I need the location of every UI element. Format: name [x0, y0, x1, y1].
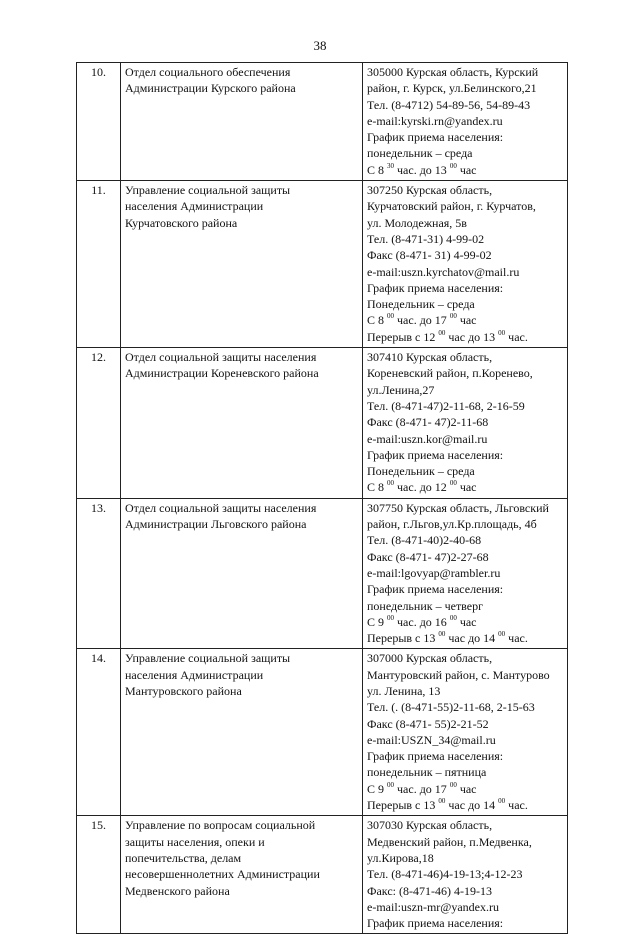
- minutes-superscript: 00: [498, 797, 506, 806]
- table-row: [77, 649, 568, 816]
- minutes-superscript: 00: [438, 630, 446, 639]
- reception-hours-line: [367, 797, 563, 813]
- contact-line: ул. Ленина, 13: [367, 683, 441, 698]
- contact-line: Тел. (8-4712) 54-89-56, 54-89-43: [367, 97, 531, 112]
- organization-name: [121, 348, 363, 499]
- minutes-superscript: 00: [498, 328, 506, 337]
- minutes-superscript: 00: [438, 797, 446, 806]
- contact-line: Понедельник – среда: [367, 297, 475, 312]
- contact-line: понедельник – четверг: [367, 598, 484, 613]
- contact-line: Мантуровский район, с. Мантурово: [367, 667, 550, 682]
- contact-line: 307750 Курская область, Льговский: [367, 500, 549, 515]
- contact-line: e-mail:kyrski.rn@yandex.ru: [367, 113, 503, 128]
- contact-line: Медвенский район, п.Медвенка,: [367, 834, 532, 849]
- organization-name: [121, 498, 363, 649]
- contact-line: Понедельник – среда: [367, 464, 475, 479]
- contact-line: Тел. (. (8-471-55)2-11-68, 2-15-63: [367, 700, 535, 715]
- contact-line: Тел. (8-471-40)2-40-68: [367, 533, 482, 548]
- organization-name-line: Управление по вопросам социальной: [125, 818, 316, 833]
- contact-line: 307000 Курская область,: [367, 651, 493, 666]
- minutes-superscript: 00: [449, 479, 457, 488]
- minutes-superscript: 00: [498, 630, 506, 639]
- contact-line: e-mail:USZN_34@mail.ru: [367, 732, 496, 747]
- row-number: 12.: [77, 348, 121, 499]
- reception-hours-line: [367, 312, 563, 328]
- row-number: 13.: [77, 498, 121, 649]
- organization-name-line: несовершеннолетних Администрации: [125, 867, 320, 882]
- reception-hours-line: [367, 781, 563, 797]
- hours-text: час: [456, 480, 477, 495]
- contact-line: ул.Кирова,18: [367, 850, 434, 865]
- hours-text: час: [456, 162, 477, 177]
- contact-line: График приема населения:: [367, 916, 504, 931]
- minutes-superscript: 00: [387, 312, 395, 321]
- hours-text: С 8: [367, 480, 388, 495]
- hours-text: час: [456, 781, 477, 796]
- organization-name-line: попечительства, делам: [125, 850, 242, 865]
- contact-details: [363, 816, 568, 934]
- contact-details: [363, 498, 568, 649]
- organization-name-line: Администрации Льговского района: [125, 517, 307, 532]
- contact-line: График приема населения:: [367, 447, 504, 462]
- table-row: [77, 498, 568, 649]
- contact-line: График приема населения:: [367, 582, 504, 597]
- contact-details: [363, 181, 568, 348]
- contact-line: Тел. (8-471-47)2-11-68, 2-16-59: [367, 398, 525, 413]
- organization-name-line: Отдел социальной защиты населения: [125, 350, 317, 365]
- minutes-superscript: 00: [438, 328, 446, 337]
- hours-text: час.: [505, 329, 528, 344]
- contact-line: e-mail:uszn.kyrchatov@mail.ru: [367, 264, 520, 279]
- organization-name-line: Отдел социальной защиты населения: [125, 500, 317, 515]
- row-number: 11.: [77, 181, 121, 348]
- contact-line: Факс (8-471- 31) 4-99-02: [367, 248, 492, 263]
- hours-text: час. до 13: [394, 162, 450, 177]
- contact-details: [363, 63, 568, 181]
- reception-hours-line: [367, 329, 563, 345]
- minutes-superscript: 00: [387, 613, 395, 622]
- hours-text: С 9: [367, 614, 388, 629]
- contact-line: Факс (8-471- 47)2-11-68: [367, 415, 489, 430]
- contact-details: [363, 348, 568, 499]
- organization-name-line: Курчатовского района: [125, 215, 238, 230]
- hours-text: час. до 12: [394, 480, 450, 495]
- contact-line: Тел. (8-471-46)4-19-13;4-12-23: [367, 867, 523, 882]
- organization-name-line: Управление социальной защиты: [125, 183, 291, 198]
- minutes-superscript: 00: [449, 780, 457, 789]
- minutes-superscript: 00: [387, 479, 395, 488]
- row-number: 15.: [77, 816, 121, 934]
- hours-text: час. до 17: [394, 781, 450, 796]
- minutes-superscript: 00: [449, 613, 457, 622]
- hours-text: час до 14: [445, 798, 499, 813]
- table-row: [77, 348, 568, 499]
- row-number: 10.: [77, 63, 121, 181]
- contact-line: График приема населения:: [367, 130, 504, 145]
- table-row: [77, 63, 568, 181]
- organization-name-line: Медвенского района: [125, 883, 230, 898]
- hours-text: Перерыв с 12: [367, 329, 439, 344]
- contact-details: [363, 649, 568, 816]
- reception-hours-line: [367, 162, 563, 178]
- organization-name-line: населения Администрации: [125, 199, 264, 214]
- contact-line: Факс: (8-471-46) 4-19-13: [367, 883, 492, 898]
- hours-text: час до 14: [445, 631, 499, 646]
- contact-line: ул. Молодежная, 5в: [367, 215, 467, 230]
- row-number: 14.: [77, 649, 121, 816]
- table-row: [77, 816, 568, 934]
- hours-text: С 9: [367, 781, 388, 796]
- contact-line: район, г. Курск, ул.Белинского,21: [367, 81, 537, 96]
- hours-text: С 8: [367, 313, 388, 328]
- hours-text: час: [456, 313, 477, 328]
- hours-text: час: [456, 614, 477, 629]
- organization-name-line: Управление социальной защиты: [125, 651, 291, 666]
- organization-name-line: Администрации Кореневского района: [125, 366, 319, 381]
- contact-line: e-mail:lgovyap@rambler.ru: [367, 565, 501, 580]
- organization-name: [121, 181, 363, 348]
- contact-line: 307250 Курская область,: [367, 183, 493, 198]
- reception-hours-line: [367, 614, 563, 630]
- hours-text: час. до 16: [394, 614, 450, 629]
- agencies-table-body: [77, 63, 568, 934]
- hours-text: час.: [505, 631, 528, 646]
- contact-line: График приема населения:: [367, 280, 504, 295]
- hours-text: Перерыв с 13: [367, 631, 439, 646]
- contact-line: e-mail:uszn-mr@yandex.ru: [367, 899, 500, 914]
- reception-hours-line: [367, 479, 563, 495]
- contact-line: Тел. (8-471-31) 4-99-02: [367, 231, 485, 246]
- minutes-superscript: 00: [387, 780, 395, 789]
- contact-line: район, г.Льгов,ул.Кр.площадь, 4б: [367, 517, 537, 532]
- page-number: 38: [313, 38, 327, 53]
- table-row: [77, 181, 568, 348]
- organization-name: [121, 816, 363, 934]
- hours-text: час до 13: [445, 329, 499, 344]
- organization-name-line: населения Администрации: [125, 667, 264, 682]
- contact-line: Факс (8-471- 55)2-21-52: [367, 716, 489, 731]
- contact-line: Кореневский район, п.Коренево,: [367, 366, 533, 381]
- hours-text: час. до 17: [394, 313, 450, 328]
- minutes-superscript: 00: [449, 312, 457, 321]
- organization-name: [121, 63, 363, 181]
- contact-line: e-mail:uszn.kor@mail.ru: [367, 431, 488, 446]
- organization-name: [121, 649, 363, 816]
- contact-line: понедельник – пятница: [367, 765, 487, 780]
- minutes-superscript: 00: [449, 161, 457, 170]
- hours-text: Перерыв с 13: [367, 798, 439, 813]
- hours-text: С 8: [367, 162, 388, 177]
- contact-line: График приема населения:: [367, 749, 504, 764]
- contact-line: 307030 Курская область,: [367, 818, 493, 833]
- organization-name-line: Мантуровского района: [125, 683, 242, 698]
- reception-hours-line: [367, 630, 563, 646]
- organization-name-line: Отдел социального обеспечения: [125, 65, 291, 79]
- contact-line: ул.Ленина,27: [367, 382, 435, 397]
- organization-name-line: защиты населения, опеки и: [125, 834, 265, 849]
- hours-text: час.: [505, 798, 528, 813]
- contact-line: Факс (8-471- 47)2-27-68: [367, 549, 489, 564]
- organization-name-line: Администрации Курского района: [125, 81, 296, 96]
- minutes-superscript: 30: [387, 161, 395, 170]
- contact-line: понедельник – среда: [367, 146, 473, 161]
- agencies-table: [76, 62, 568, 934]
- contact-line: 307410 Курская область,: [367, 350, 493, 365]
- contact-line: 305000 Курская область, Курский: [367, 65, 539, 79]
- contact-line: Курчатовский район, г. Курчатов,: [367, 199, 536, 214]
